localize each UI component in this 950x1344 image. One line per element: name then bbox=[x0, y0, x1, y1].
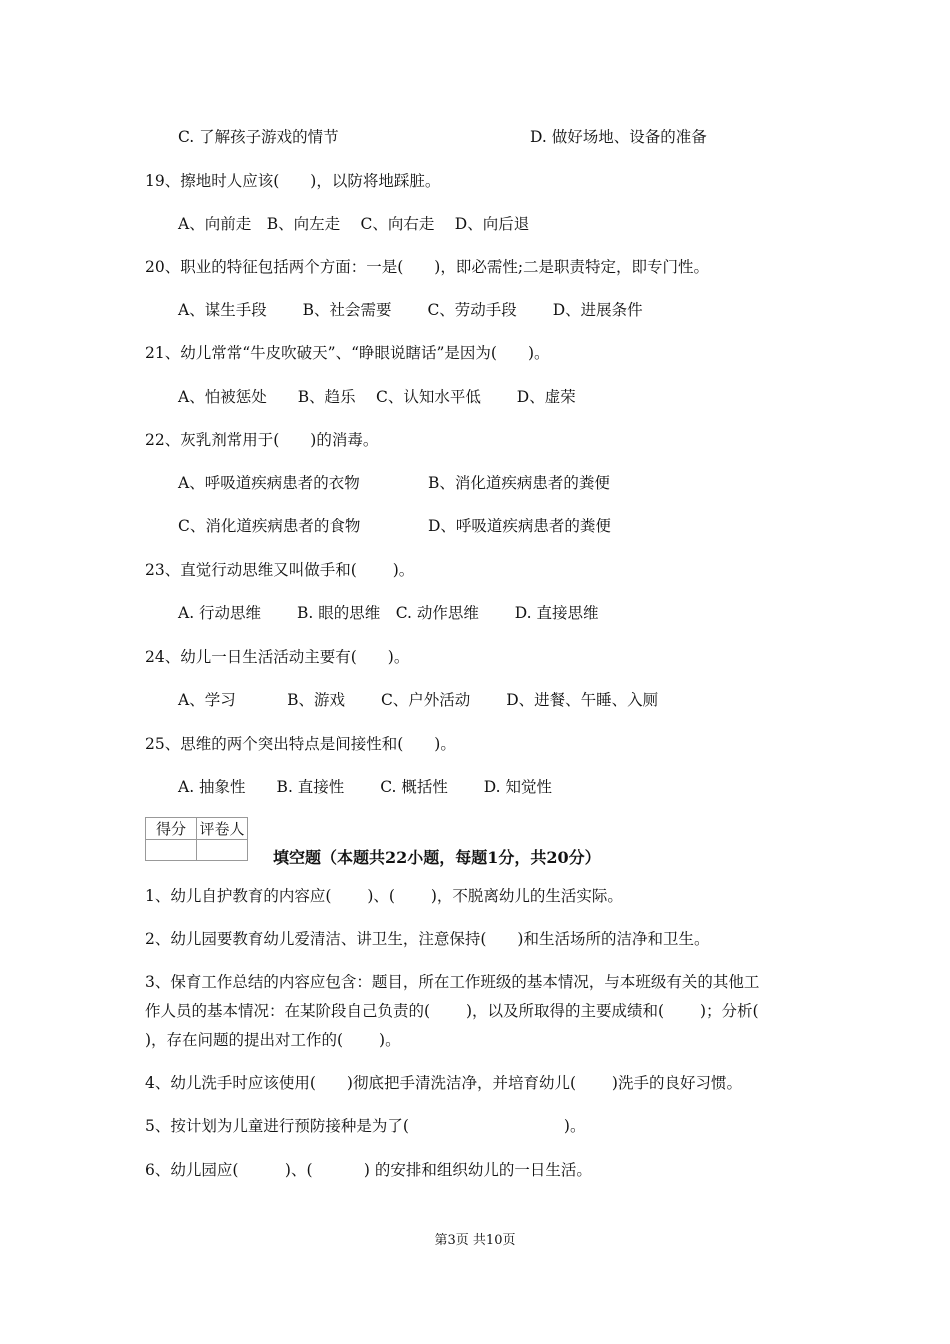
text-line: A、向前走 B、向左走 C、向右走 D、向后退 bbox=[178, 215, 530, 233]
text-line: 20、职业的特征包括两个方面：一是( )，即必需性;二是职责特定，即专门性。 bbox=[145, 258, 710, 276]
text-line: A、谋生手段 B、社会需要 C、劳动手段 D、进展条件 bbox=[178, 301, 643, 319]
text-line: 25、思维的两个突出特点是间接性和( )。 bbox=[145, 735, 456, 753]
text-line: A. 抽象性 B. 直接性 C. 概括性 D. 知觉性 bbox=[178, 778, 553, 796]
text-line: 24、幼儿一日生活活动主要有( )。 bbox=[145, 648, 410, 666]
text-line: 23、直觉行动思维又叫做手和( )。 bbox=[145, 561, 415, 579]
text-line: 6、幼儿园应( )、( ) 的安排和组织幼儿的一日生活。 bbox=[145, 1161, 592, 1179]
score-header: 得分 bbox=[146, 818, 197, 840]
text-line: 21、幼儿常常“牛皮吹破天”、“睁眼说瞎话”是因为( )。 bbox=[145, 344, 550, 362]
score-cell bbox=[146, 840, 197, 861]
text-line: B、消化道疾病患者的粪便 bbox=[428, 474, 610, 492]
grader-cell bbox=[197, 840, 248, 861]
grader-header: 评卷人 bbox=[197, 818, 248, 840]
text-line: C. 了解孩子游戏的情节 bbox=[178, 128, 339, 146]
text-line: D. 做好场地、设备的准备 bbox=[530, 128, 707, 146]
text-line: 22、灰乳剂常用于( )的消毒。 bbox=[145, 431, 379, 449]
text-line: 1、幼儿自护教育的内容应( )、( )，不脱离幼儿的生活实际。 bbox=[145, 887, 623, 905]
text-line: )，存在问题的提出对工作的( )。 bbox=[145, 1031, 401, 1049]
page-footer: 第3页 共10页 bbox=[434, 1233, 516, 1248]
text-line: 5、按计划为儿童进行预防接种是为了( )。 bbox=[145, 1117, 586, 1135]
text-line: 19、擦地时人应该( )，以防将地踩脏。 bbox=[145, 172, 441, 190]
text-line: 3、保育工作总结的内容应包含：题目，所在工作班级的基本情况，与本班级有关的其他工 bbox=[145, 973, 760, 991]
text-line: C、消化道疾病患者的食物 bbox=[178, 517, 361, 535]
text-line: D、呼吸道疾病患者的粪便 bbox=[428, 517, 611, 535]
text-line: A、呼吸道疾病患者的衣物 bbox=[178, 474, 360, 492]
text-line: A、学习 B、游戏 C、户外活动 D、进餐、午睡、入厕 bbox=[178, 691, 659, 709]
text-line: A. 行动思维 B. 眼的思维 C. 动作思维 D. 直接思维 bbox=[178, 604, 599, 622]
text-line: A、怕被惩处 B、趋乐 C、认知水平低 D、虚荣 bbox=[178, 388, 576, 406]
text-line: 2、幼儿园要教育幼儿爱清洁、讲卫生，注意保持( )和生活场所的洁净和卫生。 bbox=[145, 930, 710, 948]
score-table bbox=[145, 817, 248, 861]
section-title: 填空题（本题共22小题，每题1分，共20分） bbox=[273, 848, 601, 867]
text-line: 4、幼儿洗手时应该使用( )彻底把手清洗洁净，并培育幼儿( )洗手的良好习惯。 bbox=[145, 1074, 742, 1092]
text-line: 作人员的基本情况：在某阶段自己负责的( )，以及所取得的主要成绩和( )；分析( bbox=[145, 1002, 759, 1020]
